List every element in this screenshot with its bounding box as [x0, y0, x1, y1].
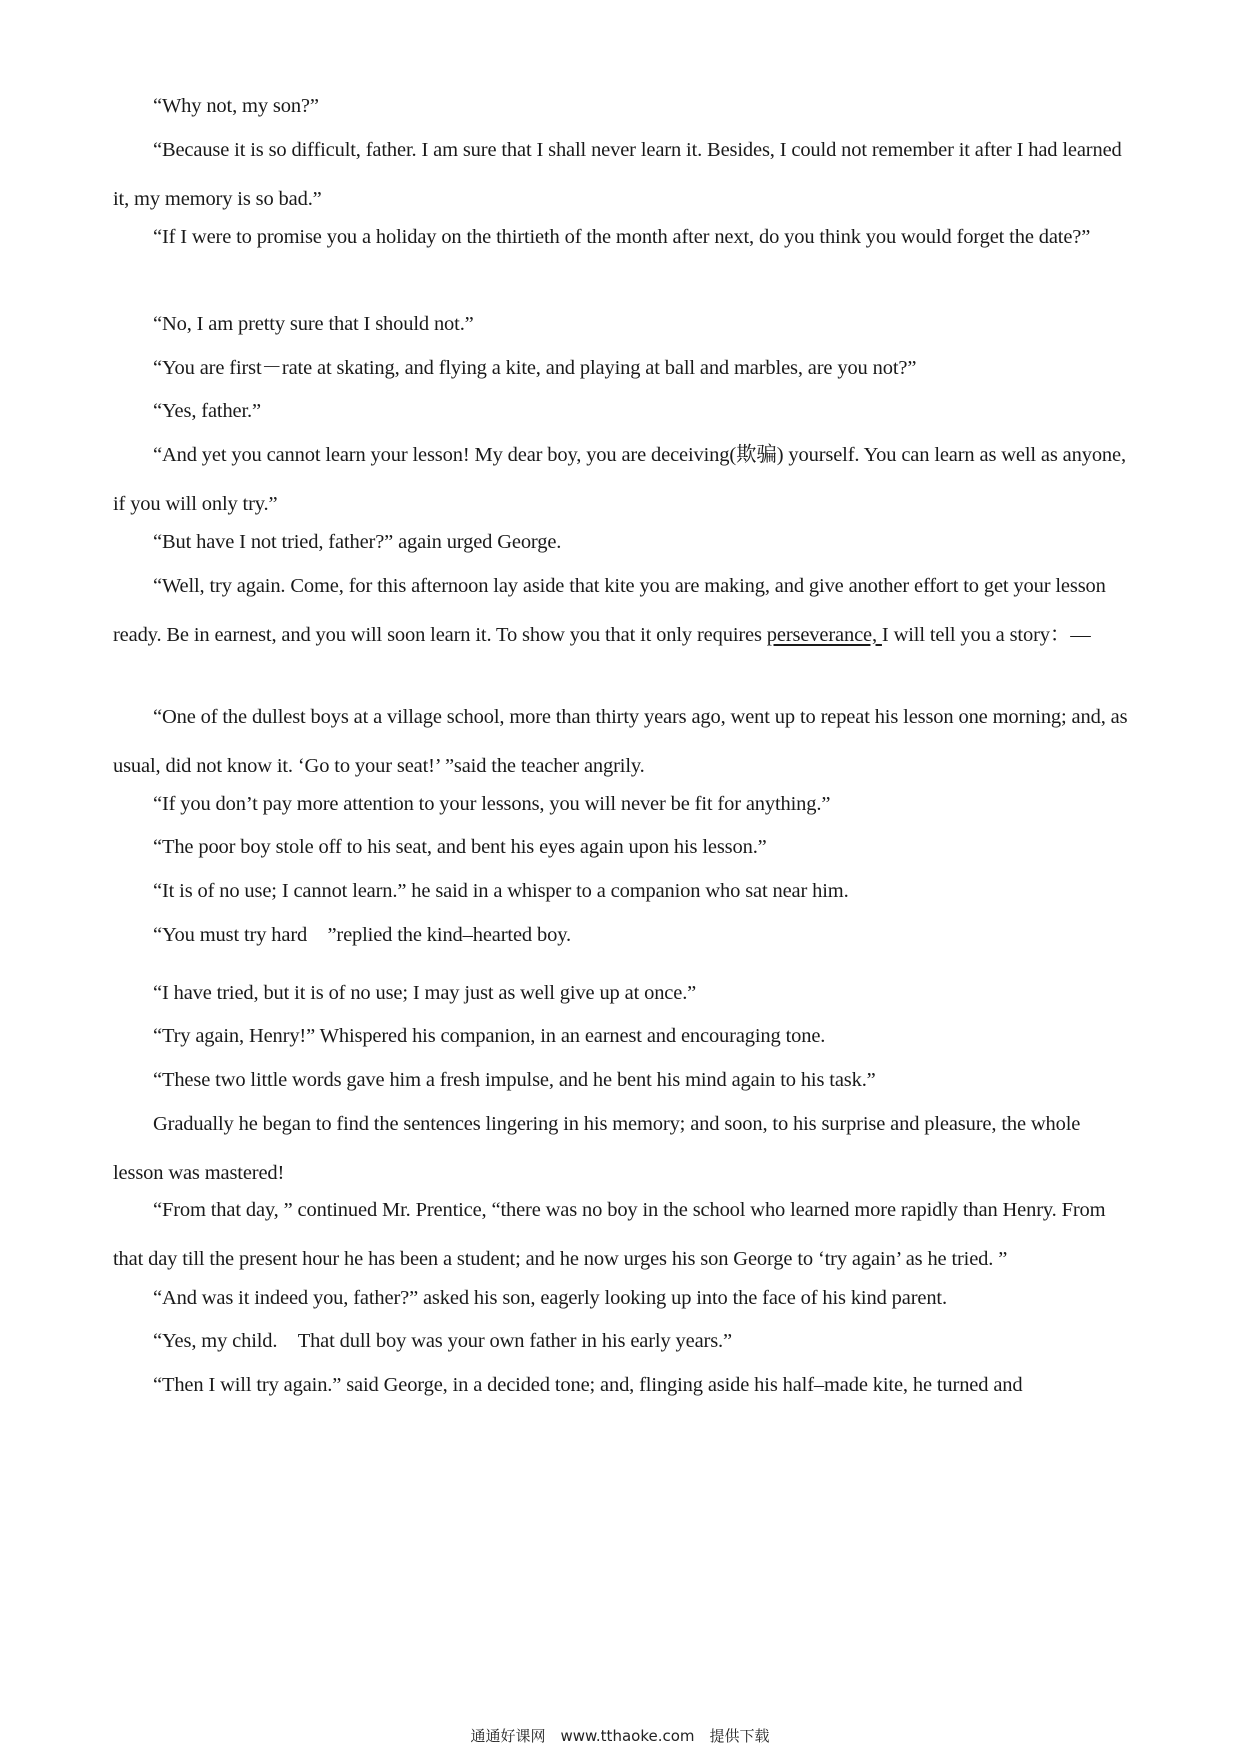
paragraph-8: “But have I not tried, father?” again urged George.	[153, 531, 562, 553]
paragraph-4: “No, I am pretty sure that I should not.”	[153, 313, 474, 335]
paragraph-2: “Because it is so difficult, father. I am sure that I shall never learn it. Besides, I could not remember it after I had learned it, my memory is so bad.”	[113, 139, 1122, 210]
paragraph-9	[113, 562, 1133, 659]
paragraph-9-text-after: I will tell you a story：—	[881, 623, 1091, 646]
paragraph-3: “If I were to promise you a holiday on the thirtieth of the month after next, do you think you would forget the date?”	[153, 226, 1091, 248]
paragraph-15: “I have tried, but it is of no use; I may just as well give up at once.”	[153, 982, 697, 1004]
paragraph-1: “Why not, my son?”	[153, 95, 319, 117]
paragraph-13: “It is of no use; I cannot learn.” he said in a whisper to a companion who sat near him.	[153, 880, 849, 902]
paragraph-11: “If you don’t pay more attention to your lessons, you will never be fit for anything.”	[153, 793, 831, 815]
page-footer: 通通好课网 www.tthaoke.com 提供下载	[470, 1727, 770, 1745]
underlined-word: perseverance,	[766, 623, 882, 646]
paragraph-12: “The poor boy stole off to his seat, and bent his eyes again upon his lesson.”	[153, 836, 767, 858]
paragraph-10: “One of the dullest boys at a village school, more than thirty years ago, went up to repeat his lesson one morning; and, as usual, did not know it. ‘Go to your seat!’ ”said the teacher angrily.	[113, 706, 1128, 777]
paragraph-14: “You must try hard ”replied the kind–hearted boy.	[153, 924, 571, 946]
paragraph-20: “And was it indeed you, father?” asked his son, eagerly looking up into the face of his kind parent.	[153, 1287, 947, 1309]
paragraph-5: “You are first－rate at skating, and flying a kite, and playing at ball and marbles, are you not?”	[153, 357, 917, 379]
paragraph-17: “These two little words gave him a fresh impulse, and he bent his mind again to his task.”	[153, 1069, 876, 1091]
paragraph-21: “Yes, my child. That dull boy was your own father in his early years.”	[153, 1330, 732, 1352]
paragraph-7: “And yet you cannot learn your lesson! My dear boy, you are deceiving(欺骗) yourself. You can learn as well as anyone, if you will only try.”	[113, 444, 1126, 515]
paragraph-22: “Then I will try again.” said George, in a decided tone; and, flinging aside his half–made kite, he turned and	[153, 1374, 1023, 1396]
paragraph-9-text-before: “Well, try again. Come, for this afternoon lay aside that kite you are making, and give another effort to get your lesson ready. Be in earnest, and you will soon learn it. To show you that it only requires	[113, 575, 1106, 646]
paragraph-6: “Yes, father.”	[153, 400, 261, 422]
paragraph-16: “Try again, Henry!” Whispered his companion, in an earnest and encouraging tone.	[153, 1025, 826, 1047]
paragraph-18: Gradually he began to find the sentences lingering in his memory; and soon, to his surprise and pleasure, the whole lesson was mastered!	[113, 1113, 1081, 1184]
paragraph-19: “From that day, ” continued Mr. Prentice, “there was no boy in the school who learned more rapidly than Henry. From that day till the present hour he has been a student; and he now urges his son George to ‘try again’ as he tried. ”	[113, 1199, 1106, 1270]
